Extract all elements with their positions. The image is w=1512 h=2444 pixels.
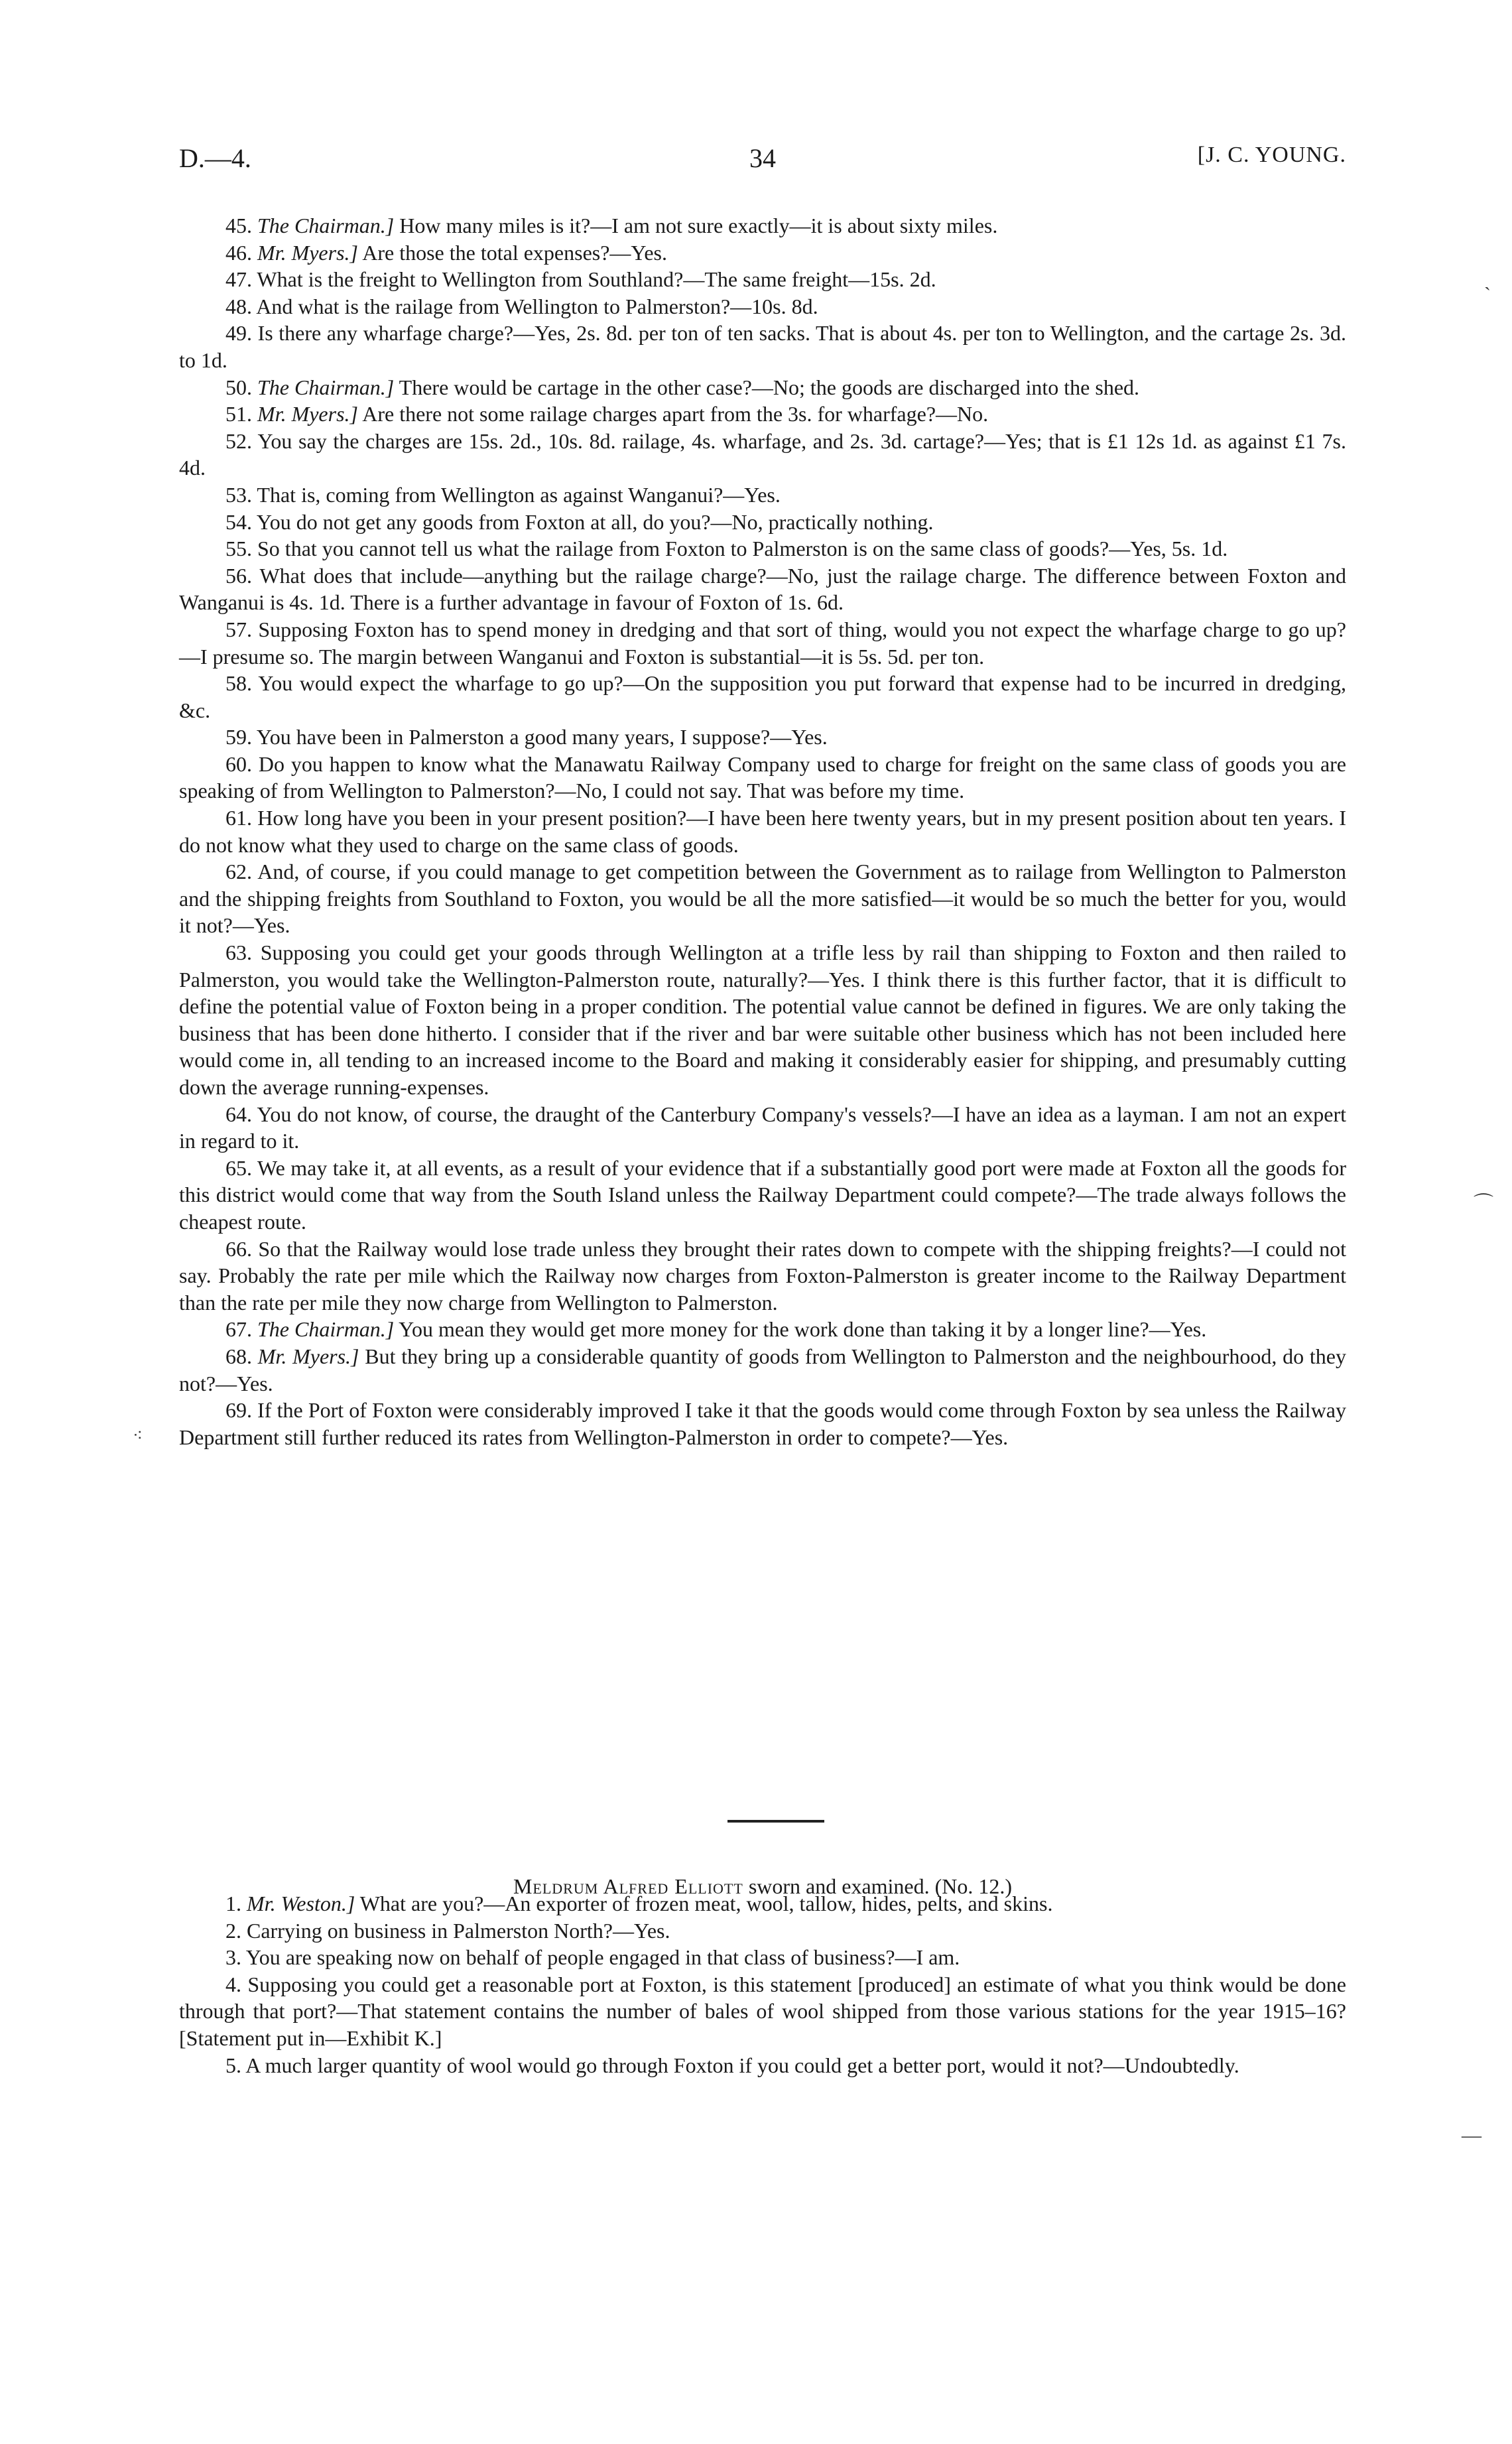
paragraph-text: So that the Railway would lose trade unless they brought their rates down to compete with the shipping freights?—I could not say. Probably the rate per mile which the Railway now charges from Foxton-Palmerston is greater income to the Railway Department than the rate per mile they now charge from Wellington to Palmerston. — [179, 1236, 1347, 1315]
speaker: The Chairman.] — [257, 1317, 395, 1342]
paragraph — [179, 212, 1346, 239]
paragraph-text: But they bring up a considerable quantity of goods from Wellington to Palmerston and the neighbourhood, do they not?—Yes. — [179, 1344, 1347, 1395]
paragraph-text: Carrying on business in Palmerston North?—Yes. — [247, 1918, 670, 1943]
paragraph — [179, 670, 1346, 724]
paragraph-text: You do not get any goods from Foxton at all, do you?—No, practically nothing. — [256, 509, 934, 534]
paragraph-text: There would be cartage in the other case?—No; the goods are discharged into the shed. — [394, 375, 1140, 399]
paragraph-number: 56. — [225, 563, 252, 588]
evidence-section-elliott — [179, 1890, 1346, 2079]
margin-mark: ⌒ — [1474, 1193, 1493, 1215]
paragraph-number: 4. — [225, 1972, 241, 1996]
paragraph — [179, 1343, 1346, 1397]
paragraph-text: So that you cannot tell us what the railage from Foxton to Palmerston is on the same class of goods?—Yes, 5s. 1d. — [257, 537, 1228, 561]
witness-running-head: [J. C. YOUNG. — [1197, 143, 1346, 167]
paragraph-number: 67. — [225, 1317, 252, 1342]
paragraph-number: 2. — [225, 1918, 241, 1943]
paragraph-text: You say the charges are 15s. 2d., 10s. 8d. railage, 4s. wharfage, and 2s. 3d. cartage?—Yes; that is £1 12s 1d. as against £1 7s. 4d. — [179, 428, 1347, 480]
paragraph-number: 60. — [225, 751, 252, 776]
paragraph-number: 47. — [225, 267, 252, 292]
witness-name: Meldrum Alfred Elliott — [513, 1874, 743, 1898]
paragraph-number: 1. — [225, 1892, 241, 1915]
paragraph-number: 49. — [225, 321, 252, 346]
paragraph — [179, 616, 1346, 670]
paragraph — [179, 724, 1346, 751]
paragraph — [179, 509, 1346, 536]
paragraph-number: 66. — [225, 1236, 252, 1261]
evidence-section-young — [179, 212, 1346, 1450]
paragraph-number: 65. — [225, 1155, 252, 1180]
paragraph — [179, 562, 1346, 616]
paragraph — [179, 266, 1346, 293]
paragraph-text: How many miles is it?—I am not sure exactly—it is about sixty miles. — [394, 214, 998, 237]
paragraph — [179, 939, 1346, 1101]
margin-mark: ˎ — [1484, 269, 1491, 290]
paragraph-number: 55. — [225, 537, 252, 561]
paragraph-number: 57. — [225, 617, 252, 641]
paragraph — [179, 428, 1346, 482]
speaker: Mr. Myers.] — [257, 1344, 359, 1368]
paragraph — [179, 320, 1346, 373]
paragraph — [179, 1236, 1346, 1317]
paragraph-text: Is there any wharfage charge?—Yes, 2s. 8d. per ton of ten sacks. That is about 4s. per ton to Wellington, and the cartage 2s. 3d. to 1d. — [179, 321, 1346, 372]
paragraph-number: 68. — [225, 1344, 252, 1368]
paragraph-text: How long have you been in your present position?—I have been here twenty years, but in my present position about ten years. I do not know what they used to charge on the same class of goods. — [179, 806, 1347, 857]
paragraph-number: 69. — [225, 1398, 252, 1423]
margin-mark: ⁖ — [133, 1426, 143, 1445]
speaker: Mr. Myers.] — [257, 240, 358, 265]
paragraph-number: 51. — [225, 402, 252, 426]
paragraph — [179, 804, 1346, 858]
paragraph-text: We may take it, at all events, as a result of your evidence that if a substantially good port were made at Foxton all the goods for this district would come that way from the South Island unless the Railway Department could compete?—The trade always follows the cheapest route. — [179, 1155, 1347, 1234]
paragraph-text: What does that include—anything but the railage charge?—No, just the railage charge. The difference between Foxton and Wanganui is 4s. 1d. There is a further advantage in favour of Foxton of 1s. 6d. — [179, 563, 1347, 615]
paragraph-number: 46. — [225, 240, 252, 265]
paragraph — [179, 482, 1346, 509]
paragraph — [179, 1101, 1346, 1155]
paragraph-text: Are there not some railage charges apart from the 3s. for wharfage?—No. — [357, 402, 989, 426]
paragraph — [179, 1971, 1346, 2052]
paragraph-text: You have been in Palmerston a good many years, I suppose?—Yes. — [256, 725, 828, 749]
paragraph-text: A much larger quantity of wool would go through Foxton if you could get a better port, would it not?—Undoubtedly. — [245, 2053, 1239, 2077]
paragraph-text: That is, coming from Wellington as against Wanganui?—Yes. — [257, 482, 781, 507]
paragraph — [179, 401, 1346, 428]
paragraph-number: 61. — [225, 806, 252, 830]
paragraph-number: 54. — [225, 509, 252, 534]
paragraph-text: What are you?—An exporter of frozen meat, wool, tallow, hides, pelts, and skins. — [355, 1892, 1053, 1915]
paragraph-number: 58. — [225, 671, 252, 696]
paragraph — [179, 374, 1346, 401]
speaker: Mr. Weston.] — [247, 1892, 355, 1915]
margin-mark: — — [1462, 2124, 1481, 2146]
paragraph-text: And what is the railage from Wellington to Palmerston?—10s. 8d. — [256, 294, 818, 318]
witness-heading-rest: sworn and examined. (No. 12.) — [743, 1874, 1013, 1898]
paragraph-number: 52. — [225, 428, 252, 453]
speaker: Mr. Myers.] — [257, 402, 358, 426]
paragraph-text: Supposing you could get your goods through Wellington at a trifle less by rail than shipping to Foxton and then railed to Palmerston, you would take the Wellington-Palmerston route, naturally?—Yes. I think there is this further factor, that it is difficult to define the potential value of Foxton being in a proper condition. The potential value cannot be defined in figures. We are only taking the business that has been done hitherto. I consider that if the river and bar were suitable other business which has not been included here would come in, all tending to an increased income to the Board and making it considerably easier for shipping, and presumably cutting down the average running-expenses. — [179, 940, 1346, 1099]
paragraph — [179, 751, 1346, 804]
paragraph-text: And, of course, if you could manage to get competition between the Government as to railage from Wellington to Palmerston and the shipping freights from Southland to Foxton, you would be all the more satisfied—it would be so much the better for you, would it not?—Yes. — [179, 860, 1347, 938]
paragraph — [179, 1890, 1346, 1917]
paragraph-number: 3. — [225, 1945, 241, 1970]
paragraph-number: 50. — [225, 375, 252, 399]
paragraph-number: 45. — [225, 214, 252, 237]
paragraph — [179, 535, 1346, 562]
paragraph-number: 48. — [225, 294, 252, 318]
page-header — [179, 143, 1346, 182]
paragraph-number: 5. — [225, 2053, 241, 2077]
paragraph-text: You are speaking now on behalf of people engaged in that class of business?—I am. — [245, 1945, 960, 1970]
paragraph — [179, 1316, 1346, 1343]
paragraph-text: If the Port of Foxton were considerably improved I take it that the goods would come through Foxton by sea unless the Railway Department still further reduced its rates from Wellington-Palmerston in order to compete?—Yes. — [179, 1398, 1347, 1449]
paragraph-number: 63. — [225, 940, 252, 965]
document-reference: D.—4. — [179, 143, 251, 173]
paragraph-text: Do you happen to know what the Manawatu Railway Company used to charge for freight on the same class of goods you are speaking of from Wellington to Palmerston?—No, I could not say. That was before my time. — [179, 751, 1347, 803]
paragraph-text: Are those the total expenses?—Yes. — [357, 240, 667, 265]
speaker: The Chairman.] — [257, 214, 395, 237]
paragraph — [179, 239, 1346, 267]
paragraph-text: You would expect the wharfage to go up?—On the supposition you put forward that expense had to be incurred in dredging, &c. — [179, 671, 1347, 722]
paragraph-number: 59. — [225, 725, 252, 749]
paragraph — [179, 293, 1346, 320]
section-divider — [727, 1820, 824, 1823]
paragraph — [179, 858, 1346, 939]
paragraph-text: You do not know, of course, the draught of the Canterbury Company's vessels?—I have an idea as a layman. I am not an expert in regard to it. — [179, 1102, 1347, 1153]
paragraph-number: 53. — [225, 482, 252, 507]
paragraph-number: 62. — [225, 860, 252, 884]
paragraph-text: You mean they would get more money for the work done than taking it by a longer line?—Yes. — [394, 1317, 1207, 1342]
paragraph-text: Supposing Foxton has to spend money in dredging and that sort of thing, would you not expect the wharfage charge to go up?—I presume so. The margin between Wanganui and Foxton is substantial—it is 5s. 5d. per ton. — [179, 617, 1347, 669]
paragraph — [179, 1155, 1346, 1236]
paragraph-number: 64. — [225, 1102, 252, 1126]
paragraph — [179, 1917, 1346, 1945]
paragraph — [179, 2052, 1346, 2079]
paragraph-text: Supposing you could get a reasonable port at Foxton, is this statement [produced] an estimate of what you think would be done through that port?—That statement contains the number of bales of wool shipped from those various stations for the year 1915–16? [Statement put in—Exhibit K.] — [179, 1972, 1347, 2050]
page-number: 34 — [749, 143, 776, 173]
paragraph — [179, 1397, 1346, 1450]
paragraph-text: What is the freight to Wellington from Southland?—The same freight—15s. 2d. — [257, 267, 936, 292]
speaker: The Chairman.] — [257, 375, 395, 399]
paragraph — [179, 1944, 1346, 1971]
